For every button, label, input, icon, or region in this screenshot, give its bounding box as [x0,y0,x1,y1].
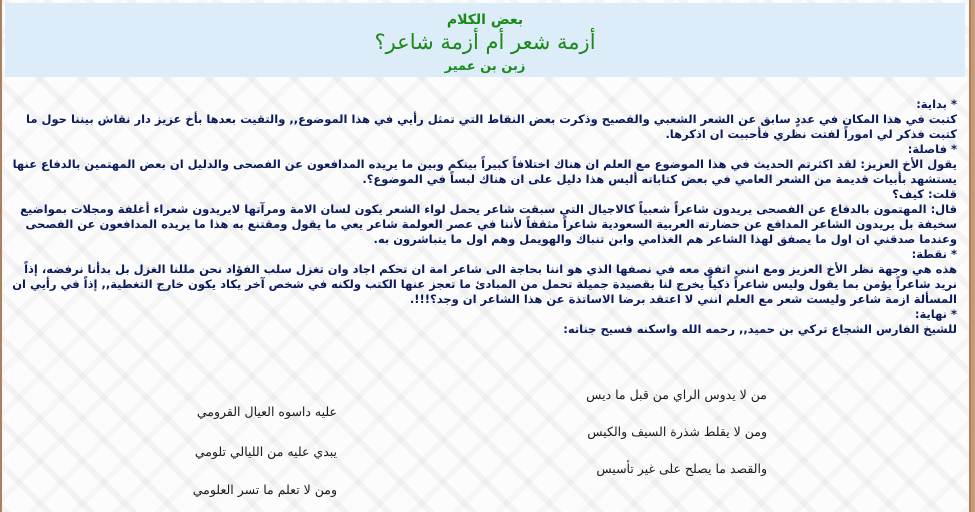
poem-verse-left: عليه داسوه العيال القرومي [196,404,337,419]
paragraph-answer: قال: المهتمون بالدفاع عن الفصحى يريدون شاعراً شعبياً كالاجيال التي سبقت شاعر يحمل لواء الشعر يكون لسان الامة ومرآتها لايريدون شعراء أغلفة ومجلات بمواضيع سخيفة بل يريدون الشاعر المدافع عن حضارته العربية السعودية شاعراً مثقفاً لأننا في عصر العولمة شاعر يعي ما يقول ومقتنع به هذا ما يريده المدافعون عن الفصحى وعندما صدقني ان اول ما يصفق لهذا الشاعر هم الغذامي وابن تنباك والهويمل وهم اول ما يتباشرون به. [20,202,957,246]
poem-verse-right: من لا يدوس الراي من قبل ما ديس [586,387,767,402]
heading-comma: * فاصلة: [907,142,957,156]
poem-intro: للشيخ الفارس الشجاع تركي بن حميد,, رحمه الله واسكنه فسيح جناته: [563,322,957,336]
poem-verse-right: ومن لا يقلط شذرة السيف والكيس [587,424,767,439]
heading-end: * نهاية: [914,307,957,321]
paragraph-opinion: هذه هي وجهة نظر الأخ العزيز ومع انني اتفق معه في نصفها الذي هو اننا بحاجة الى شاعر امة ان تحكم اجاد وان تغزل سلب الفؤاد نحن مللنا الغزل بل بدأنا نرفضه، إذاً نريد شاعراً يؤمن بما يقول وليس شاعراً ذكياً يخرج لنا بقصيدة جميلة تحمل من المبادئ ما تعجز عنها الكتب ولكنه في شخص آخر يكاد يكون خارج التغطية,, إذاً في رأيي ان المسألة ازمة شاعر وليست شعر مع العلم انني لا اعتقد برضا الاساتذة عن هذا الشاعر ان وجد؟!!!. [12,262,957,306]
section-name: بعض الكلام [446,12,524,28]
author-name: زبن بن عمير [444,59,526,74]
article-header [5,3,965,77]
article-title: أزمة شعر أم أزمة شاعر؟ [374,30,596,54]
heading-point: * نقطة: [911,247,957,261]
heading-start: * بداية: [916,97,957,111]
paragraph-intro: كتبت في هذا المكان في عددٍ سابق عن الشعر الشعبي والفصيح وذكرت بعض النقاط التي تمثل رأيي في هذا الموضوع,, والتقيت بعدها بأخ عزيز دار نقاش بيننا حول ما كتبت فذكر لي اموراً لفتت نظري فأحببت ان اذكرها. [26,112,957,141]
poem [2,382,962,512]
poem-verse-right: والقصد ما يصلح على غير تأسيس [596,461,767,476]
article-body [10,97,957,337]
poem-verse-left: يبدي عليه من الليالي تلومي [194,444,337,459]
paragraph-friend: يقول الأخ العزيز: لقد اكثرتم الحديث في هذا الموضوع مع العلم ان هناك اختلافاً كبيراً بينكم وبين ما يريده المدافعون عن الفصحى والدليل ان بعض المهتمين بالدفاع عنها يستشهد بأبيات قديمة من الشعر العامي في بعض كتاباته أليس هذا دليل على ان هناك لبساً في الموضوع؟. [12,157,957,186]
question-line: قلت: كيف؟ [892,187,957,201]
poem-verse-left: ومن لا تعلم ما تسر العلومي [192,482,337,497]
